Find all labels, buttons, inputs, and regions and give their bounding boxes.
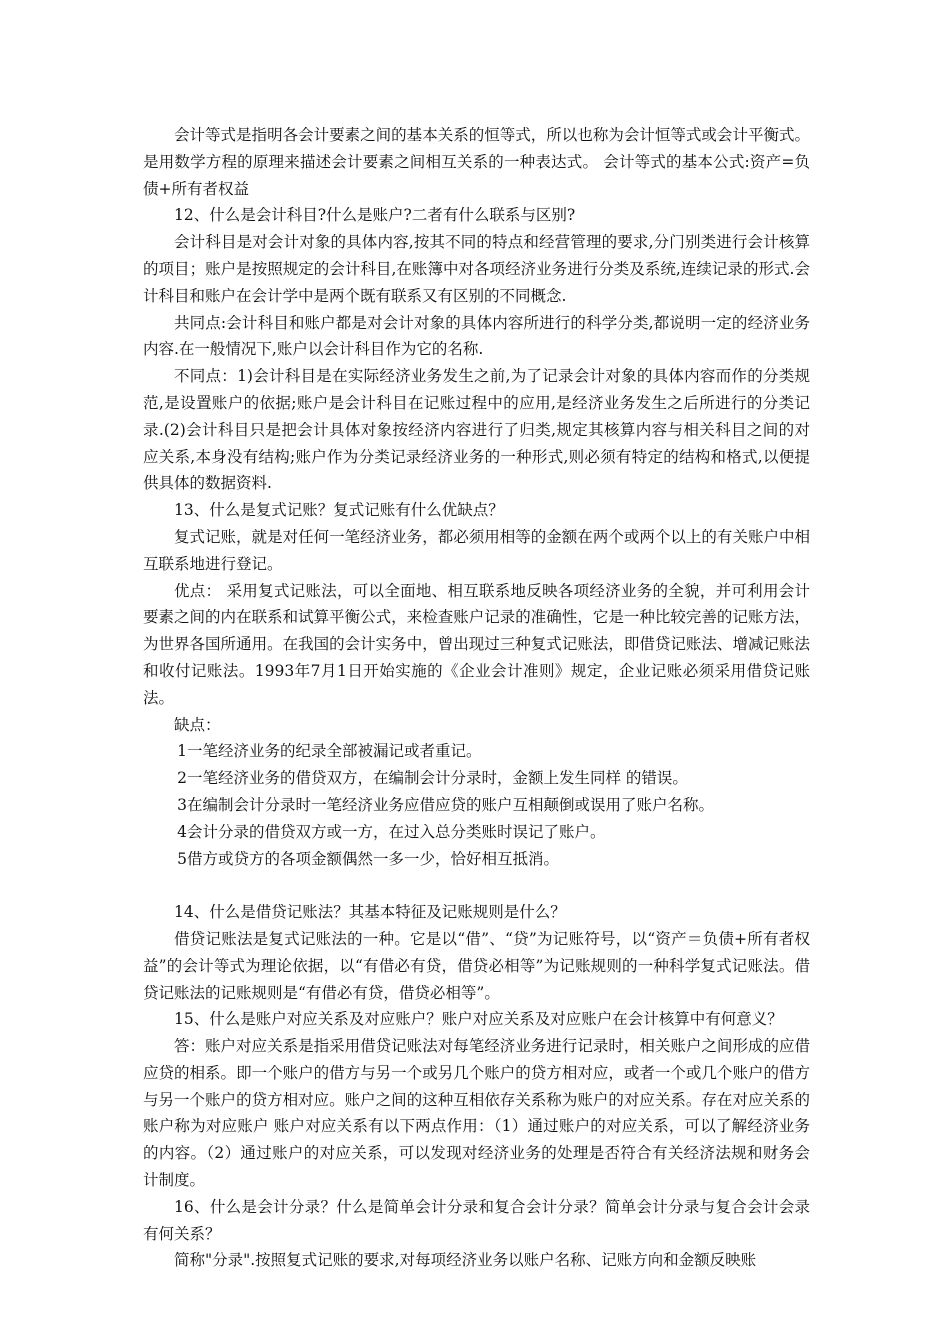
blank-line <box>143 872 810 899</box>
paragraph-similarities: 共同点:会计科目和账户都是对会计对象的具体内容所进行的科学分类,都说明一定的经济业务内容.在一般情况下,账户以会计科目作为它的名称. <box>143 313 810 359</box>
list-item: 3在编制会计分录时一笔经济业务应借应贷的账户互相颠倒或误用了账户名称。 <box>177 795 714 814</box>
list-item: 1一笔经济业务的纪录全部被漏记或者重记。 <box>177 742 482 761</box>
list-item: 4会计分录的借贷双方或一方，在过入总分类账时误记了账户。 <box>177 822 606 841</box>
list-item: 2一笔经济业务的借贷双方，在编制会计分录时，金额上发生同样 的错误。 <box>177 769 688 788</box>
question-12-heading: 12、什么是会计科目?什么是账户?二者有什么联系与区别? <box>174 206 576 225</box>
paragraph-corresponding-accounts: 答：账户对应关系是指采用借贷记账法对每笔经济业务进行记录时，相关账户之间形成的应借应贷的相系。即一个账户的借方与另一个或另几个账户的贷方相对应，或者一个或几个账户的借方与另一个账户的贷方相对应。账户之间的这种互相依存关系称为账户的对应关系。存在对应关系的账户称为对应账户 账户对应关系有以下两点作用：（1）通过账户的对应关系，可以了解经济业务的内容。（2）通过账户的对应关系，可以发现对经济业务的处理是否符合有关经济法规和财务会计制度。 <box>143 1037 810 1190</box>
paragraph-advantages: 优点： 采用复式记账法，可以全面地、相互联系地反映各项经济业务的全貌，并可利用会计要素之间的内在联系和试算平衡公式，来检查账户记录的准确性，它是一种比较完善的记账方法，为世界各国所通用。在我国的会计实务中，曾出现过三种复式记账法，即借贷记账法、增减记账法和收付记账法。1993年7月1日开始实施的《企业会计准则》规定，企业记账必须采用借贷记账法。 <box>143 581 810 707</box>
paragraph-account-subject-definition: 会计科目是对会计对象的具体内容,按其不同的特点和经营管理的要求,分门别类进行会计核算的项目；账户是按照规定的会计科目,在账簿中对各项经济业务进行分类及系统,连续记录的形式.会计科目和账户在会计学中是两个既有联系又有区别的不同概念. <box>143 233 810 305</box>
question-13-heading: 13、什么是复式记账？复式记账有什么优缺点？ <box>174 501 504 520</box>
question-16-heading: 16、什么是会计分录？什么是简单会计分录和复合会计分录？简单会计分录与复合会计会录有何关系？ <box>143 1197 810 1243</box>
paragraph-debit-credit-method: 借贷记账法是复式记账法的一种。它是以“借”、“贷”为记账符号，以“资产＝负债+所有者权益”的会计等式为理论依据，以“有借必有贷，借贷必相等”为记账规则的一种科学复式记账法。借贷记账法的记账规则是“有借必有贷，借贷必相等”。 <box>143 929 810 1002</box>
paragraph-journal-entry: 简称"分录".按照复式记账的要求,对每项经济业务以账户名称、记账方向和金额反映账 <box>174 1251 757 1270</box>
paragraph-double-entry-definition: 复式记账，就是对任何一笔经济业务，都必须用相等的金额在两个或两个以上的有关账户中相互联系地进行登记。 <box>143 527 810 573</box>
list-item: 5借方或贷方的各项金额偶然一多一少，恰好相互抵消。 <box>177 849 559 868</box>
question-15-heading: 15、什么是账户对应关系及对应账户？账户对应关系及对应账户在会计核算中有何意义？ <box>174 1010 783 1029</box>
document-body <box>143 122 810 1274</box>
question-14-heading: 14、什么是借贷记账法？其基本特征及记账规则是什么？ <box>174 903 566 922</box>
paragraph-equation-definition: 会计等式是指明各会计要素之间的基本关系的恒等式，所以也称为会计恒等式或会计平衡式。是用数学方程的原理来描述会计要素之间相互关系的一种表达式。 会计等式的基本公式:资产=负债+所有者权益 <box>143 126 810 198</box>
paragraph-differences: 不同点：1)会计科目是在实际经济业务发生之前,为了记录会计对象的具体内容而作的分类规范,是设置账户的依据;账户是会计科目在记账过程中的应用,是经济业务发生之后所进行的分类记录.(2)会计科目只是把会计具体对象按经济内容进行了归类,规定其核算内容与相关科目之间的对应关系,本身没有结构;账户作为分类记录经济业务的一种形式,则必须有特定的结构和格式,以便提供具体的数据资料. <box>143 367 810 493</box>
paragraph-disadvantages-label: 缺点： <box>174 715 221 734</box>
